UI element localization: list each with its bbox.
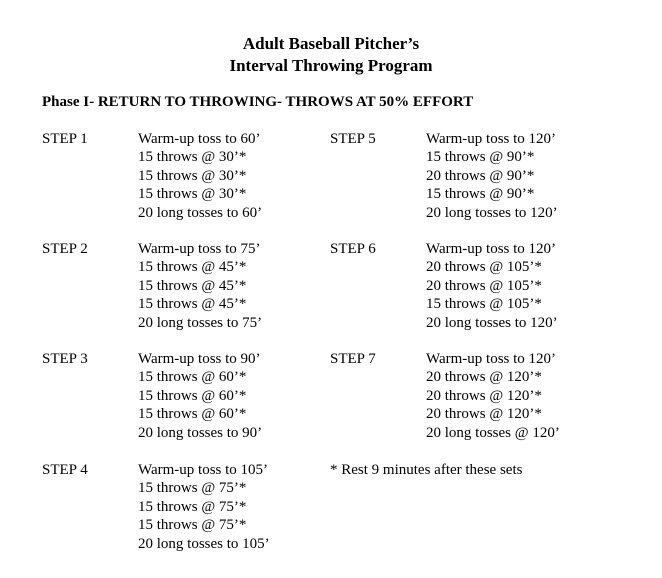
step-6-line: 20 long tosses to 120’ [426,314,558,331]
step-1-lines [138,130,262,222]
step-4-line: Warm-up toss to 105’ [138,462,269,478]
step-2-line: 15 throws @ 45’* [138,277,247,294]
document-title-line-2: Interval Throwing Program [229,56,433,75]
step-3-line: 15 throws @ 60’* [138,387,247,404]
step-3-line: 20 long tosses to 90’ [138,424,263,441]
document-title-line-1: Adult Baseball Pitcher’s [242,34,420,53]
step-7-line: 20 throws @ 120’* [426,387,542,404]
step-5-line: 15 throws @ 90’* [426,186,535,203]
step-5-lines [426,130,558,222]
step-4-line: 20 long tosses to 105’ [138,535,270,552]
step-6-line: Warm-up toss to 120’ [426,241,557,257]
step-2-line: 15 throws @ 45’* [138,296,247,313]
step-7-lines [426,350,560,442]
step-7-line: 20 long tosses @ 120’ [426,424,560,441]
step-2-label: STEP 2 [42,241,88,257]
step-6-line: 20 throws @ 105’* [426,259,542,276]
step-3-label: STEP 3 [42,351,88,367]
step-6-lines [426,240,558,332]
step-4-lines [138,461,270,553]
rest-note: * Rest 9 minutes after these sets [330,462,523,478]
step-2-line: 15 throws @ 45’* [138,259,247,276]
step-2-line: Warm-up toss to 75’ [138,241,261,257]
step-4-label: STEP 4 [42,462,88,478]
step-1-line: 15 throws @ 30’* [138,167,247,184]
step-1-label: STEP 1 [42,131,88,147]
step-1-line: 20 long tosses to 60’ [138,204,263,221]
step-6-line: 15 throws @ 105’* [426,296,542,313]
step-4-line: 15 throws @ 75’* [138,517,247,534]
step-3-line: 15 throws @ 60’* [138,406,247,423]
step-1-line: 15 throws @ 30’* [138,149,247,166]
step-3-lines [138,350,262,442]
step-4-line: 15 throws @ 75’* [138,480,247,497]
step-5-line: Warm-up toss to 120’ [426,131,557,147]
step-5-line: 15 throws @ 90’* [426,149,535,166]
step-6-label: STEP 6 [330,241,376,257]
step-5-label: STEP 5 [330,131,376,147]
step-3-line: Warm-up toss to 90’ [138,351,261,367]
step-7-line: Warm-up toss to 120’ [426,351,557,367]
step-2-lines [138,240,262,332]
step-1-line: Warm-up toss to 60’ [138,131,261,147]
step-5-line: 20 throws @ 90’* [426,167,535,184]
step-7-line: 20 throws @ 120’* [426,369,542,386]
step-4-line: 15 throws @ 75’* [138,498,247,515]
step-3-line: 15 throws @ 60’* [138,369,247,386]
step-1-line: 15 throws @ 30’* [138,186,247,203]
phase-heading: Phase I- RETURN TO THROWING- THROWS AT 50% EFFORT [42,94,474,110]
step-7-label: STEP 7 [330,351,376,367]
step-7-line: 20 throws @ 120’* [426,406,542,423]
step-5-line: 20 long tosses to 120’ [426,204,558,221]
step-6-line: 20 throws @ 105’* [426,277,542,294]
step-2-line: 20 long tosses to 75’ [138,314,263,331]
